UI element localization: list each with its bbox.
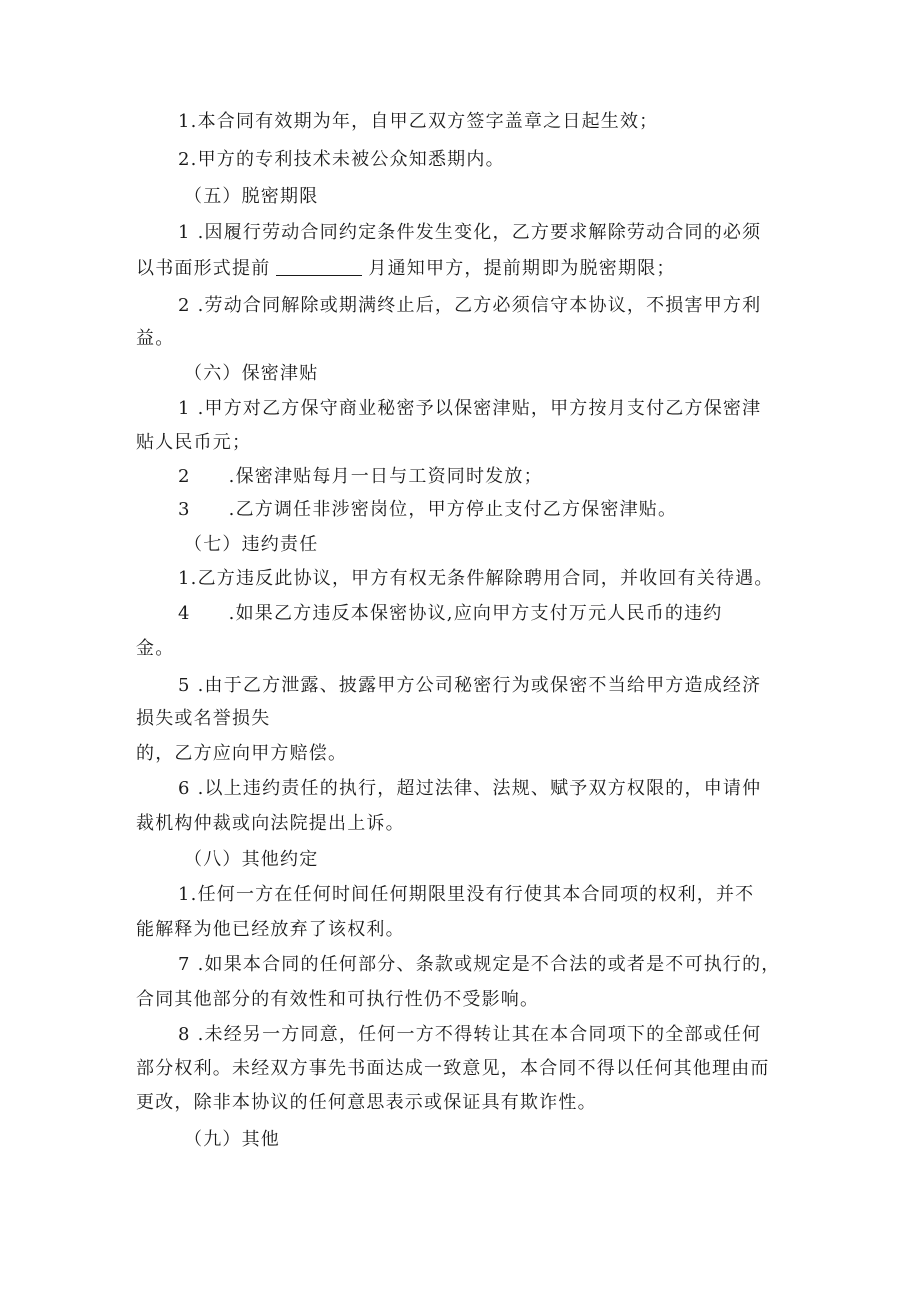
clause-6-2 (178, 465, 543, 489)
section-heading-8: （八）其他约定 (184, 849, 319, 870)
clause-8-8-line-3: 更改，除非本协议的任何意思表示或保证具有欺诈性。 (136, 1092, 597, 1113)
clause-6-3-number: 3 (178, 499, 191, 520)
section-heading-7: （七）违约责任 (184, 534, 319, 555)
clause-7-5-line-1: 5 .由于乙方泄露、披露甲方公司秘密行为或保密不当给甲方造成经济 (178, 675, 762, 696)
clause-validity-1: 1.本合同有效期为年，自甲乙双方签字盖章之日起生效； (178, 111, 659, 132)
clause-6-2-text: .保密津贴每月一日与工资同时发放； (228, 466, 543, 487)
clause-7-6-line-1: 6 .以上违约责任的执行，超过法律、法规、赋予双方权限的，申请仲 (178, 778, 762, 799)
section-heading-9: （九）其他 (184, 1129, 280, 1150)
clause-8-1-line-2: 能解释为他已经放弃了该权利。 (136, 919, 405, 940)
clause-7-5-line-2: 损失或名誉损失 (136, 708, 271, 729)
clause-7-4-line-1 (178, 602, 723, 626)
clause-5-1-text-b: 月通知甲方，提前期即为脱密期限； (368, 258, 676, 279)
clause-5-2-line-1: 2 .劳动合同解除或期满终止后，乙方必须信守本协议，不损害甲方利 (178, 295, 762, 316)
clause-6-1-line-2: 贴人民币元； (136, 432, 252, 453)
clause-5-1-text-a: 以书面形式提前 (136, 258, 271, 279)
clause-6-1-line-1: 1 .甲方对乙方保守商业秘密予以保密津贴，甲方按月支付乙方保密津 (178, 398, 762, 419)
fill-in-blank (276, 257, 362, 276)
clause-7-4-number: 4 (178, 603, 191, 624)
clause-7-4-line-2: 金。 (136, 638, 175, 659)
clause-7-5-line-3: 的，乙方应向甲方赔偿。 (136, 743, 348, 764)
clause-8-8-line-2: 部分权利。未经双方事先书面达成一致意见，本合同不得以任何其他理由而 (136, 1058, 770, 1079)
clause-8-1-line-1: 1.任何一方在任何时间任何期限里没有行使其本合同项的权利，并不 (178, 884, 755, 905)
section-heading-6: （六）保密津贴 (184, 363, 319, 384)
clause-validity-2: 2.甲方的专利技术未被公众知悉期内。 (178, 149, 505, 170)
clause-8-7-line-2: 合同其他部分的有效性和可执行性仍不受影响。 (136, 989, 540, 1010)
clause-6-3 (178, 498, 677, 522)
clause-6-2-number: 2 (178, 466, 191, 487)
clause-7-1: 1.乙方违反此协议，甲方有权无条件解除聘用合同，并收回有关待遇。 (178, 568, 774, 589)
clause-8-7-line-1: 7 .如果本合同的任何部分、条款或规定是不合法的或者是不可执行的， (178, 954, 781, 975)
clause-6-3-text: .乙方调任非涉密岗位，甲方停止支付乙方保密津贴。 (228, 499, 678, 520)
clause-8-8-line-1: 8 .未经另一方同意，任何一方不得转让其在本合同项下的全部或任何 (178, 1024, 762, 1045)
clause-5-1-line-1: 1 .因履行劳动合同约定条件发生变化，乙方要求解除劳动合同的必须 (178, 222, 762, 243)
section-heading-5: （五）脱密期限 (184, 186, 319, 207)
clause-7-6-line-2: 裁机构仲裁或向法院提出上诉。 (136, 813, 405, 834)
clause-5-2-line-2: 益。 (136, 328, 175, 349)
clause-7-4-text: .如果乙方违反本保密协议,应向甲方支付万元人民币的违约 (228, 603, 723, 624)
clause-5-1-line-2 (136, 257, 676, 281)
